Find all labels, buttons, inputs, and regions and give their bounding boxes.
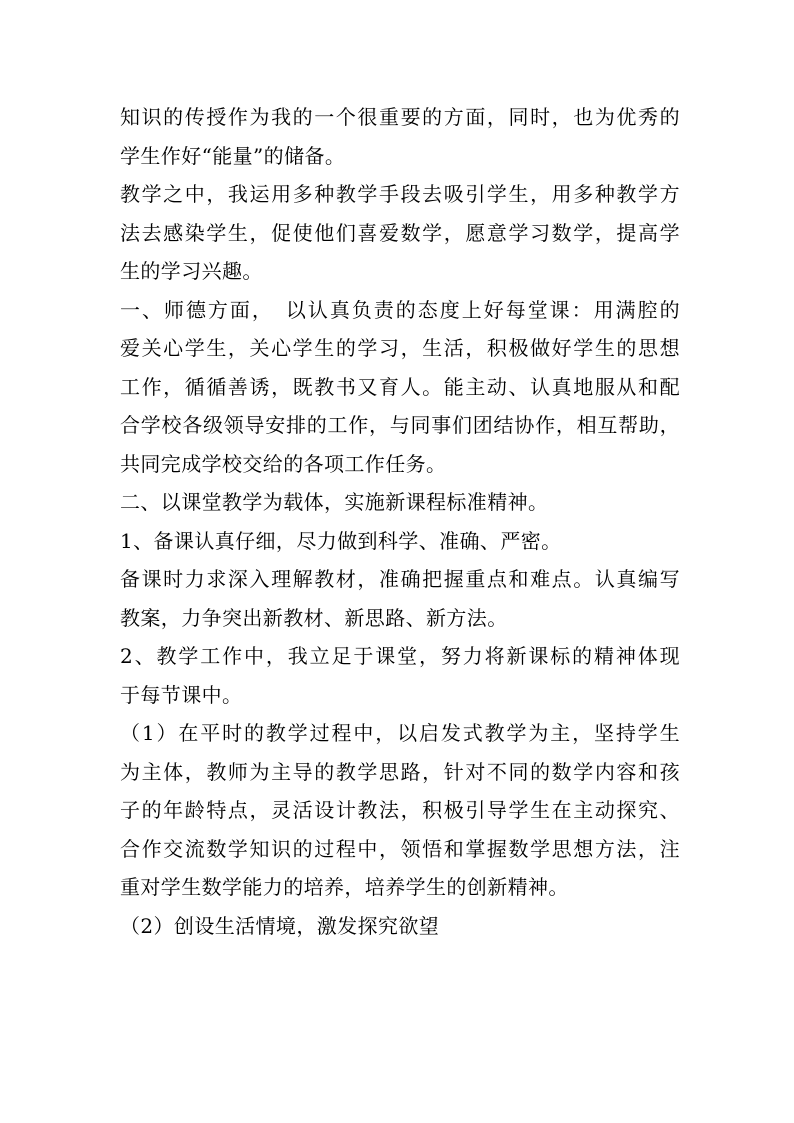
text-line: 2、教学工作中，我立足于课堂，努力将新课标的精神体现 xyxy=(120,644,680,668)
text-line: 教案，力争突出新教材、新思路、新方法。 xyxy=(120,605,508,630)
text-line: （2）创设生活情境，激发探究欲望 xyxy=(120,913,440,938)
text-line: 生的学习兴趣。 xyxy=(120,259,263,283)
text-line: 共同完成学校交给的各项工作任务。 xyxy=(120,451,447,476)
text-line: 1、备课认真仔细，尽力做到科学、准确、严密。 xyxy=(120,528,562,553)
text-line: 教学之中，我运用多种教学手段去吸引学生，用多种教学方 xyxy=(120,182,680,206)
text-line: 一、师德方面， 以认真负责的态度上好每堂课：用满腔的 xyxy=(120,297,680,322)
text-line: 知识的传授作为我的一个很重要的方面，同时，也为优秀的 xyxy=(120,105,680,129)
text-line: 学生作好“能量”的储备。 xyxy=(120,143,346,168)
text-line: 重对学生数学能力的培养，培养学生的创新精神。 xyxy=(120,875,569,899)
text-line: 备课时力求深入理解教材，准确把握重点和难点。认真编写 xyxy=(120,567,680,591)
text-line: （1）在平时的教学过程中，以启发式教学为主，坚持学生 xyxy=(120,721,680,745)
text-line: 爱关心学生，关心学生的学习，生活，积极做好学生的思想 xyxy=(120,336,680,360)
document-body xyxy=(120,98,680,945)
text-line: 工作，循循善诱，既教书又育人。能主动、认真地服从和配 xyxy=(120,374,680,399)
text-line: 于每节课中。 xyxy=(120,682,243,707)
text-line: 合作交流数学知识的过程中，领悟和掌握数学思想方法，注 xyxy=(120,836,680,861)
text-line: 为主体，教师为主导的教学思路，针对不同的数学内容和孩 xyxy=(120,759,680,784)
text-line: 子的年龄特点，灵活设计教法，积极引导学生在主动探究、 xyxy=(120,798,680,822)
text-line: 法去感染学生，促使他们喜爱数学，愿意学习数学，提高学 xyxy=(120,220,680,245)
text-line: 合学校各级领导安排的工作，与同事们团结协作，相互帮助， xyxy=(120,413,680,437)
text-line: 二、以课堂教学为载体，实施新课程标准精神。 xyxy=(120,490,549,514)
